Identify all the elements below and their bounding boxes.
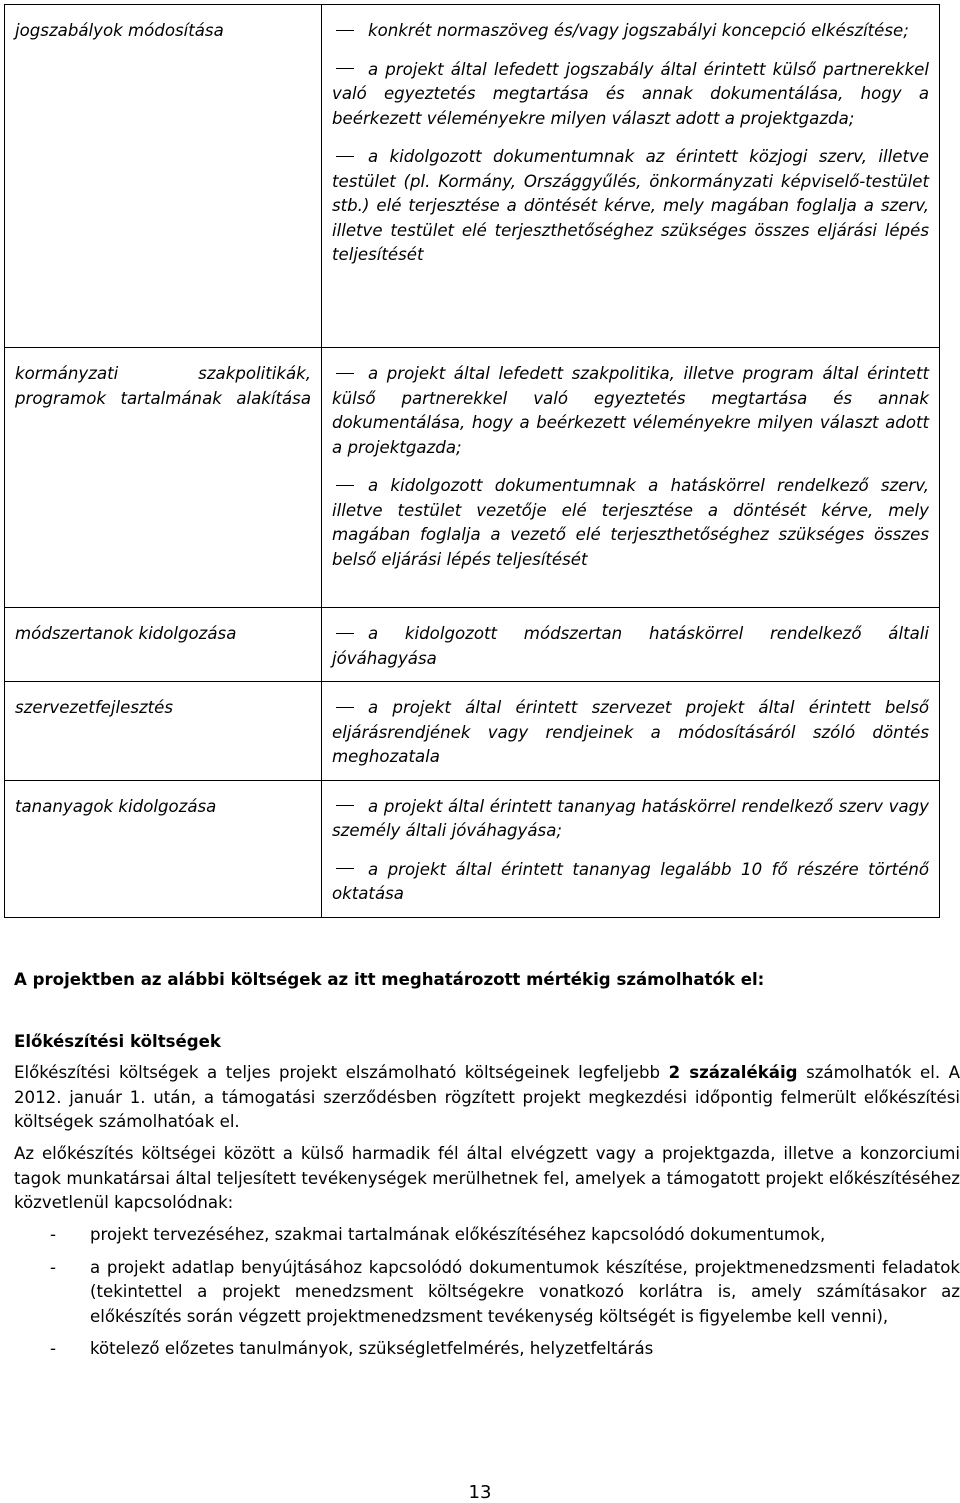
bullet-dash: - bbox=[50, 1257, 56, 1277]
dash-icon bbox=[336, 868, 354, 869]
dash-icon bbox=[336, 156, 354, 157]
row-left-cell bbox=[5, 348, 322, 608]
requirements-table bbox=[4, 4, 940, 918]
sub-heading: Előkészítési költségek bbox=[14, 1032, 221, 1051]
row-right-cell bbox=[322, 780, 940, 917]
list-item: konkrét normaszöveg és/vagy jogszabályi koncepció elkészítése; bbox=[332, 19, 929, 44]
row-right-cell bbox=[322, 348, 940, 608]
dash-icon bbox=[336, 68, 354, 69]
table-row bbox=[5, 682, 940, 781]
row-topic: kormányzati szakpolitikák, programok tartalmának alakítása bbox=[15, 364, 311, 408]
row-right-cell bbox=[322, 682, 940, 781]
table-row bbox=[5, 780, 940, 917]
row-left-cell bbox=[5, 5, 322, 348]
row-left-cell bbox=[5, 682, 322, 781]
list-item: - kötelező előzetes tanulmányok, szükségletfelmérés, helyzetfeltárás bbox=[14, 1337, 960, 1362]
dash-icon bbox=[336, 373, 354, 374]
table-row bbox=[5, 348, 940, 608]
dash-icon bbox=[336, 707, 354, 708]
cost-bullet-list bbox=[14, 1223, 960, 1370]
dash-icon bbox=[336, 485, 354, 486]
row-topic: jogszabályok módosítása bbox=[15, 21, 224, 40]
table-row bbox=[5, 5, 940, 348]
list-item: a kidolgozott dokumentumnak a hatáskörrel rendelkező szerv, illetve testület vezetője elé terjesztése a döntését kérve, mely magában foglalja a vezető elé terjeszthetőséghez szükséges összes belső eljárási lépés teljesítését bbox=[332, 476, 929, 569]
dash-icon bbox=[336, 805, 354, 806]
row-topic: módszertanok kidolgozása bbox=[15, 624, 237, 643]
table-row bbox=[5, 608, 940, 682]
page-number: 13 bbox=[468, 1482, 492, 1503]
list-item: a projekt által érintett tananyag legalább 10 fő részére történő oktatása bbox=[332, 859, 929, 903]
dash-icon bbox=[336, 633, 354, 634]
main-heading: A projektben az alábbi költségek az itt meghatározott mértékig számolhatók el: bbox=[14, 970, 765, 989]
row-topic: tananyagok kidolgozása bbox=[15, 796, 217, 816]
list-item: a kidolgozott dokumentumnak az érintett közjogi szerv, illetve testület (pl. Kormány, Országgyűlés, önkormányzati képviselő-testület stb.) elé terjesztése a döntését kérve, mely magában foglalja a szerv, illetve testület elé terjeszthetőséghez szükséges összes eljárási lépés teljesítését bbox=[332, 147, 929, 264]
row-left-cell bbox=[5, 608, 322, 682]
list-item: a projekt által érintett tananyag hatáskörrel rendelkező szerv vagy személy általi jóváhagyása; bbox=[332, 796, 929, 840]
row-topic: szervezetfejlesztés bbox=[15, 698, 174, 717]
list-item: - projekt tervezéséhez, szakmai tartalmának előkészítéséhez kapcsolódó dokumentumok, bbox=[14, 1223, 960, 1248]
row-right-cell bbox=[322, 5, 940, 348]
row-right-cell bbox=[322, 608, 940, 682]
list-item: a projekt által lefedett jogszabály által érintett külső partnerekkel való egyeztetés megtartása és annak dokumentálása, hogy a beérkezett véleményekre milyen választ adott a projektgazda; bbox=[332, 59, 929, 128]
bullet-dash: - bbox=[50, 1339, 56, 1358]
list-item: a projekt által érintett szervezet projekt által érintett belső eljárásrendjének vagy rendjeinek a módosításáról szóló döntés meghozatala bbox=[332, 698, 929, 766]
list-item: - a projekt adatlap benyújtásához kapcsolódó dokumentumok készítése, projektmenedzsmenti feladatok (tekintettel a projekt menedzsment költségekre vonatkozó korlátra is, amely számításakor az előkészítés során végzett projektmenedzsment tevékenység költségét is figyelembe kell venni), bbox=[50, 1257, 960, 1326]
list-item: a kidolgozott módszertan hatáskörrel rendelkező általi jóváhagyása bbox=[332, 624, 929, 668]
bullet-dash: - bbox=[50, 1225, 56, 1244]
paragraph-costs: Előkészítési költségek a teljes projekt elszámolható költségeinek legfeljebb 2 százalékáig számolhatók el. A 2012. január 1. után, a támogatási szerződésben rögzített projekt megkezdési időpontig felmerült előkészítési költségek számolhatóak el. bbox=[14, 1063, 960, 1131]
paragraph-preparation: Az előkészítés költségei között a külső harmadik fél által elvégzett vagy a projektgazda, illetve a konzorciumi tagok munkatársai által teljesített tevékenységek merülhetnek fel, amelyek a támogatott projekt előkészítéséhez közvetlenül kapcsolódnak: bbox=[14, 1144, 960, 1212]
row-left-cell bbox=[5, 780, 322, 917]
list-item: a projekt által lefedett szakpolitika, illetve program által érintett külső partnerekkel való egyeztetés megtartása és annak dokumentálása, hogy a beérkezett véleményekre milyen választ adott a projektgazda; bbox=[332, 364, 929, 457]
dash-icon bbox=[336, 30, 354, 31]
